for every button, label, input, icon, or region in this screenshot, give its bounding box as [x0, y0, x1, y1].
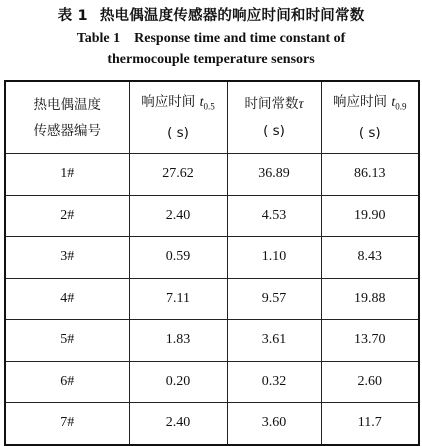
- cell-sensor-id: 5#: [5, 320, 129, 362]
- table-title-en-line1: Response time and time constant of: [134, 31, 346, 46]
- header-response-time-09-text: 响应时间: [333, 94, 392, 111]
- table-caption-english-line2: [0, 52, 422, 68]
- table-number-en: Table 1: [76, 31, 121, 46]
- cell-time-constant: 3.60: [227, 403, 321, 445]
- header-response-time-05-sub: 0.5: [203, 101, 215, 112]
- header-response-time-05-symbol: t: [199, 95, 204, 111]
- header-time-constant: [227, 81, 321, 154]
- table-title-cn: 热电偶温度传感器的响应时间和时间常数: [99, 8, 365, 24]
- data-table: [4, 80, 420, 446]
- table-number-cn: 表 1: [57, 8, 88, 24]
- cell-response-time-09: 11.7: [321, 403, 419, 445]
- table-row: [5, 195, 419, 237]
- table-row: [5, 278, 419, 320]
- header-sensor-id-line2: 传感器编号: [33, 122, 101, 139]
- data-table-container: [4, 80, 418, 442]
- cell-response-time-09: 86.13: [321, 154, 419, 196]
- cell-time-constant: 9.57: [227, 278, 321, 320]
- cell-response-time-09: 19.88: [321, 278, 419, 320]
- header-sensor-id: [5, 81, 129, 154]
- cell-time-constant: 1.10: [227, 237, 321, 279]
- header-response-time-05: [129, 81, 227, 154]
- cell-response-time-05: 2.40: [129, 403, 227, 445]
- cell-response-time-09: 8.43: [321, 237, 419, 279]
- table-caption-chinese: [0, 4, 422, 25]
- cell-sensor-id: 2#: [5, 195, 129, 237]
- header-response-time-09-unit: ( s): [358, 124, 381, 141]
- cell-sensor-id: 4#: [5, 278, 129, 320]
- header-response-time-09-symbol: t: [391, 95, 396, 111]
- cell-time-constant: 36.89: [227, 154, 321, 196]
- table-row: [5, 237, 419, 279]
- header-response-time-09-sub: 0.9: [395, 101, 407, 112]
- cell-time-constant: 0.32: [227, 361, 321, 403]
- cell-time-constant: 3.61: [227, 320, 321, 362]
- cell-response-time-05: 1.83: [129, 320, 227, 362]
- cell-sensor-id: 3#: [5, 237, 129, 279]
- cell-time-constant: 4.53: [227, 195, 321, 237]
- header-response-time-05-text: 响应时间: [141, 94, 200, 111]
- cell-response-time-09: 2.60: [321, 361, 419, 403]
- cell-sensor-id: 7#: [5, 403, 129, 445]
- table-row: [5, 320, 419, 362]
- header-time-constant-text: 时间常数: [244, 96, 299, 112]
- table-row: [5, 154, 419, 196]
- header-time-constant-symbol: τ: [298, 97, 304, 112]
- cell-response-time-05: 27.62: [129, 154, 227, 196]
- cell-response-time-05: 7.11: [129, 278, 227, 320]
- table-row: [5, 403, 419, 445]
- cell-sensor-id: 1#: [5, 154, 129, 196]
- header-sensor-id-line1: 热电偶温度: [33, 96, 101, 113]
- cell-response-time-09: 19.90: [321, 195, 419, 237]
- header-response-time-09: [321, 81, 419, 154]
- table-header-row: [5, 81, 419, 154]
- cell-sensor-id: 6#: [5, 361, 129, 403]
- cell-response-time-05: 2.40: [129, 195, 227, 237]
- cell-response-time-05: 0.20: [129, 361, 227, 403]
- cell-response-time-05: 0.59: [129, 237, 227, 279]
- table-caption-english-line1: [0, 31, 422, 47]
- table-title-en-line2: thermocouple temperature sensors: [107, 52, 315, 67]
- header-response-time-05-unit: ( s): [167, 124, 189, 141]
- cell-response-time-09: 13.70: [321, 320, 419, 362]
- table-row: [5, 361, 419, 403]
- header-time-constant-unit: ( s): [263, 123, 285, 139]
